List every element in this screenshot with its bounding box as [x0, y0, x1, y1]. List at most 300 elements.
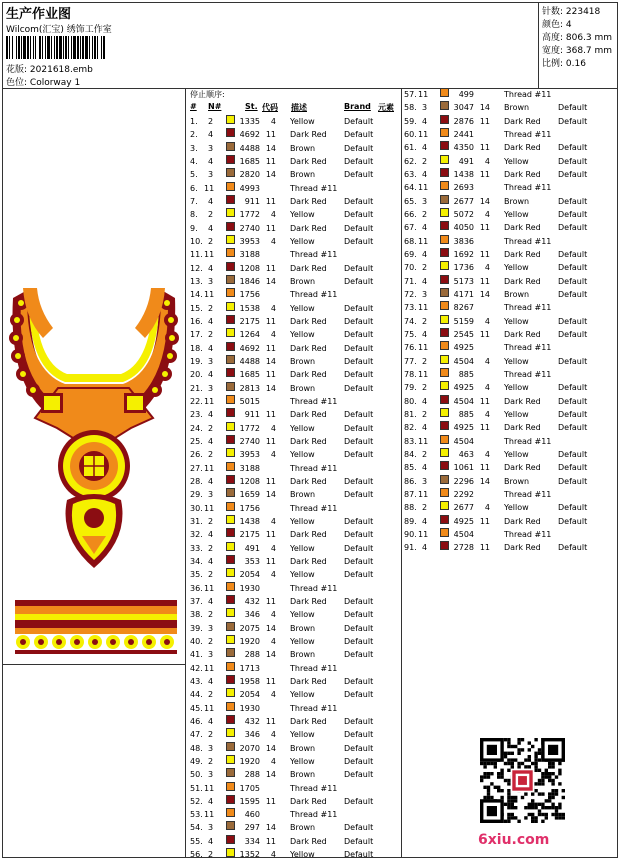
- color-swatch: [440, 541, 449, 550]
- stitch-count: 4925: [453, 516, 474, 526]
- thread-description: Yellow: [290, 850, 315, 860]
- stop-row: [190, 782, 400, 795]
- color-swatch: [440, 155, 449, 164]
- stop-row: [190, 755, 400, 768]
- needle-number: 2: [422, 209, 428, 219]
- stitch-count: 4993: [239, 183, 260, 193]
- stitch-count: 1335: [239, 117, 260, 126]
- thread-code: 4: [484, 209, 490, 219]
- color-swatch: [226, 208, 235, 217]
- stop-number: 8.: [190, 210, 198, 220]
- thread-description: Brown: [290, 490, 316, 500]
- stop-row: [190, 195, 400, 208]
- stop-row: [190, 702, 400, 715]
- color-swatch: [440, 88, 449, 97]
- stitch-count: 4504: [453, 436, 474, 446]
- column-divider: [401, 88, 402, 858]
- thread-brand: Default: [344, 370, 374, 380]
- thread-code: 11: [265, 223, 276, 233]
- stop-row: [190, 315, 400, 328]
- design-scale: 比例: 0.16: [542, 59, 586, 69]
- needle-number: 2: [422, 503, 428, 513]
- col-header-brand: Brand: [344, 102, 371, 111]
- stitch-count: 2728: [453, 543, 474, 553]
- stitch-count: 5015: [239, 396, 260, 406]
- stitch-count: 1685: [239, 370, 260, 380]
- thread-code: 4: [484, 156, 490, 166]
- colorway: [6, 75, 80, 88]
- thread-code: 14: [479, 289, 490, 299]
- needle-number: 4: [422, 329, 428, 339]
- thread-brand: Default: [558, 156, 588, 166]
- stop-number: 81.: [404, 409, 417, 419]
- stop-number: 66.: [404, 209, 417, 219]
- thread-code: 11: [265, 676, 276, 686]
- stop-number: 65.: [404, 196, 417, 206]
- stop-row: [190, 448, 400, 461]
- stop-row: [190, 342, 400, 355]
- thread-brand: Default: [558, 249, 588, 259]
- color-swatch: [440, 501, 449, 510]
- stop-number: 20.: [190, 370, 203, 380]
- thread-brand: Default: [558, 289, 588, 299]
- stop-number: 37.: [190, 596, 203, 606]
- stitch-count: 1846: [239, 276, 260, 286]
- thread-description: Thread #11: [504, 90, 552, 99]
- thread-code: 11: [479, 143, 490, 153]
- thread-description: Thread #11: [290, 810, 338, 820]
- thread-code: 11: [479, 463, 490, 473]
- stitch-count: 5173: [453, 276, 474, 286]
- stitch-count: 2175: [239, 530, 260, 540]
- stitch-count: 1736: [453, 263, 474, 273]
- thread-description: Brown: [290, 383, 316, 393]
- thread-code: 11: [265, 596, 276, 606]
- needle-number: 11: [204, 183, 215, 193]
- needle-number: 11: [418, 236, 429, 246]
- stop-row: [190, 728, 400, 741]
- stitch-count: 1438: [239, 516, 260, 526]
- thread-code: 4: [484, 263, 490, 273]
- stop-row: [404, 448, 614, 461]
- stop-number: 44.: [190, 690, 203, 700]
- stop-number: 34.: [190, 556, 203, 566]
- needle-number: 11: [204, 663, 215, 673]
- thread-description: Dark Red: [290, 223, 327, 233]
- thread-brand: Default: [344, 530, 374, 540]
- stop-number: 72.: [404, 289, 417, 299]
- needle-number: 4: [422, 396, 428, 406]
- stop-number: 9.: [190, 223, 198, 233]
- color-swatch: [226, 782, 235, 791]
- thread-brand: Default: [344, 556, 374, 566]
- color-swatch: [226, 515, 235, 524]
- color-swatch: [226, 342, 235, 351]
- stop-number: 14.: [190, 290, 203, 300]
- stop-row: [404, 195, 614, 208]
- thread-description: Brown: [504, 289, 530, 299]
- thread-code: 14: [479, 103, 490, 113]
- thread-description: Brown: [290, 743, 316, 753]
- stop-number: 70.: [404, 263, 417, 273]
- thread-code: 14: [265, 650, 276, 660]
- needle-number: 11: [204, 703, 215, 713]
- color-swatch: [440, 461, 449, 470]
- needle-number: 2: [208, 423, 214, 433]
- thread-description: Dark Red: [504, 223, 541, 233]
- thread-code: 11: [479, 396, 490, 406]
- needle-number: 11: [418, 436, 429, 446]
- thread-description: Yellow: [290, 117, 315, 126]
- thread-code: 4: [484, 503, 490, 513]
- stop-number: 1.: [190, 117, 198, 126]
- stop-row: [190, 422, 400, 435]
- stitch-count: 1756: [239, 290, 260, 300]
- stitch-count: 4050: [453, 223, 474, 233]
- color-swatch: [440, 221, 449, 230]
- thread-code: 14: [265, 623, 276, 633]
- color-swatch: [226, 648, 235, 657]
- stop-row: [190, 248, 400, 261]
- stitch-count: 885: [458, 409, 474, 419]
- stop-number: 3.: [190, 143, 198, 153]
- needle-number: 3: [422, 196, 428, 206]
- thread-brand: Default: [344, 196, 374, 206]
- needle-number: 3: [208, 356, 214, 366]
- stop-row: [190, 795, 400, 808]
- thread-description: Yellow: [504, 449, 529, 459]
- stop-number: 19.: [190, 356, 203, 366]
- color-swatch: [226, 395, 235, 404]
- stitch-count: 432: [244, 596, 260, 606]
- stitch-count: 1061: [453, 463, 474, 473]
- stop-number: 57.: [404, 90, 417, 99]
- thread-description: Dark Red: [290, 410, 327, 420]
- stitch-count: 2441: [453, 129, 474, 139]
- needle-number: 3: [208, 383, 214, 393]
- thread-brand: Default: [344, 410, 374, 420]
- thread-brand: Default: [344, 276, 374, 286]
- thread-description: Yellow: [290, 210, 315, 220]
- thread-description: Dark Red: [504, 169, 541, 179]
- stop-number: 80.: [404, 396, 417, 406]
- stop-row: [190, 115, 400, 128]
- stop-number: 33.: [190, 543, 203, 553]
- stop-number: 38.: [190, 610, 203, 620]
- thread-description: Dark Red: [290, 263, 327, 273]
- needle-number: 4: [422, 463, 428, 473]
- thread-code: 4: [270, 117, 276, 126]
- color-swatch: [226, 115, 235, 124]
- thread-description: Brown: [504, 196, 530, 206]
- thread-description: Thread #11: [290, 250, 338, 260]
- needle-number: 4: [422, 249, 428, 259]
- stop-number: 24.: [190, 423, 203, 433]
- thread-brand: Default: [344, 636, 374, 646]
- thread-description: Thread #11: [504, 529, 552, 539]
- thread-brand: Default: [344, 117, 374, 126]
- thread-description: Thread #11: [290, 290, 338, 300]
- thread-brand: Default: [558, 383, 588, 393]
- thread-description: Yellow: [290, 730, 315, 740]
- stop-number: 23.: [190, 410, 203, 420]
- thread-description: Yellow: [504, 356, 529, 366]
- stop-number: 53.: [190, 810, 203, 820]
- color-swatch: [440, 368, 449, 377]
- thread-description: Yellow: [290, 570, 315, 580]
- thread-description: Dark Red: [290, 596, 327, 606]
- stop-row: [404, 355, 614, 368]
- stitch-count: 5072: [453, 209, 474, 219]
- needle-number: 3: [422, 476, 428, 486]
- color-swatch: [226, 368, 235, 377]
- color-swatch: [226, 408, 235, 417]
- stitch-count: 2054: [239, 690, 260, 700]
- thread-brand: Default: [558, 196, 588, 206]
- color-swatch: [226, 302, 235, 311]
- stop-row: [190, 515, 400, 528]
- needle-number: 2: [422, 383, 428, 393]
- stitch-count: 297: [244, 823, 260, 833]
- stop-row: [404, 168, 614, 181]
- needle-number: 2: [422, 316, 428, 326]
- thread-brand: Default: [344, 770, 374, 780]
- stop-number: 52.: [190, 796, 203, 806]
- stitch-count: 4692: [239, 343, 260, 353]
- stop-row: [190, 168, 400, 181]
- needle-number: 2: [208, 570, 214, 580]
- thread-description: Thread #11: [504, 236, 552, 246]
- stitch-count: 353: [244, 556, 260, 566]
- thread-code: 4: [484, 316, 490, 326]
- stop-number: 79.: [404, 383, 417, 393]
- stop-row: [190, 288, 400, 301]
- thread-description: Dark Red: [290, 436, 327, 446]
- stop-row: [190, 408, 400, 421]
- color-swatch: [226, 235, 235, 244]
- thread-description: Yellow: [504, 383, 529, 393]
- color-swatch: [440, 261, 449, 270]
- stop-number: 40.: [190, 636, 203, 646]
- stitch-count: 4504: [453, 529, 474, 539]
- thread-brand: Default: [344, 383, 374, 393]
- col-header-st: St.: [245, 102, 258, 111]
- stitch-count: 2070: [239, 743, 260, 753]
- thread-brand: Default: [344, 143, 374, 153]
- needle-number: 2: [208, 117, 214, 126]
- stitch-count: 4488: [239, 356, 260, 366]
- stop-row: [190, 568, 400, 581]
- stop-row: [404, 101, 614, 114]
- thread-code: 4: [270, 543, 276, 553]
- stitch-count: 1264: [239, 330, 260, 340]
- thread-code: 14: [265, 143, 276, 153]
- stitch-count: 1438: [453, 169, 474, 179]
- stop-number: 76.: [404, 343, 417, 353]
- stop-row: [404, 488, 614, 501]
- thread-code: 11: [479, 423, 490, 433]
- stop-row: [190, 555, 400, 568]
- stitch-count: 2740: [239, 436, 260, 446]
- needle-number: 4: [422, 543, 428, 553]
- stop-row: [190, 662, 400, 675]
- thread-brand: Default: [344, 156, 374, 166]
- stop-row: [404, 421, 614, 434]
- thread-brand: Default: [344, 130, 374, 140]
- thread-brand: Default: [344, 476, 374, 486]
- color-swatch: [440, 328, 449, 337]
- stop-number: 71.: [404, 276, 417, 286]
- stop-number: 87.: [404, 489, 417, 499]
- thread-code: 4: [270, 236, 276, 246]
- stop-row: [190, 182, 400, 195]
- stitch-count: 346: [244, 610, 260, 620]
- stop-number: 10.: [190, 236, 203, 246]
- stop-number: 29.: [190, 490, 203, 500]
- stitch-count: 2813: [239, 383, 260, 393]
- site-watermark: 6xiu.com: [478, 832, 550, 848]
- thread-brand: Default: [558, 209, 588, 219]
- stop-number: 42.: [190, 663, 203, 673]
- thread-code: 14: [265, 356, 276, 366]
- thread-description: Yellow: [290, 236, 315, 246]
- thread-description: Thread #11: [504, 436, 552, 446]
- stitch-count: 2054: [239, 570, 260, 580]
- needle-number: 11: [418, 529, 429, 539]
- stop-number: 2.: [190, 130, 198, 140]
- stop-number: 25.: [190, 436, 203, 446]
- needle-number: 4: [208, 343, 214, 353]
- color-swatch: [226, 275, 235, 284]
- thread-code: 11: [265, 343, 276, 353]
- thread-description: Yellow: [290, 516, 315, 526]
- col-header-element: 元素: [378, 103, 394, 112]
- needle-number: 3: [208, 650, 214, 660]
- thread-code: 11: [265, 316, 276, 326]
- color-swatch: [440, 115, 449, 124]
- stop-row: [190, 302, 400, 315]
- color-swatch: [440, 515, 449, 524]
- thread-brand: Default: [558, 476, 588, 486]
- thread-description: Yellow: [504, 209, 529, 219]
- thread-brand: Default: [558, 356, 588, 366]
- stop-row: [190, 502, 400, 515]
- needle-number: 4: [422, 116, 428, 126]
- qr-code: [480, 738, 565, 823]
- thread-code: 11: [265, 156, 276, 166]
- color-swatch: [226, 715, 235, 724]
- color-swatch: [440, 248, 449, 257]
- stitch-count: 2677: [453, 196, 474, 206]
- stop-number: 55.: [190, 836, 203, 846]
- thread-code: 14: [265, 383, 276, 393]
- thread-description: Yellow: [290, 450, 315, 460]
- thread-description: Thread #11: [290, 703, 338, 713]
- thread-description: Thread #11: [290, 183, 338, 193]
- stitch-count: 2820: [239, 170, 260, 180]
- stop-row: [190, 368, 400, 381]
- thread-description: Thread #11: [504, 489, 552, 499]
- stitch-count: 2876: [453, 116, 474, 126]
- thread-code: 4: [484, 449, 490, 459]
- stop-row: [404, 141, 614, 154]
- needle-number: 3: [208, 770, 214, 780]
- thread-brand: Default: [558, 409, 588, 419]
- stitch-count: 1772: [239, 210, 260, 220]
- stitch-count: 5159: [453, 316, 474, 326]
- thread-brand: Default: [344, 623, 374, 633]
- needle-number: 11: [204, 783, 215, 793]
- stop-row: [190, 435, 400, 448]
- stitch-count: 1659: [239, 490, 260, 500]
- thread-description: Brown: [290, 770, 316, 780]
- needle-number: 2: [422, 263, 428, 273]
- thread-description: Dark Red: [504, 463, 541, 473]
- thread-brand: Default: [344, 490, 374, 500]
- thread-brand: Default: [558, 169, 588, 179]
- stitch-count: 4925: [453, 383, 474, 393]
- thread-brand: Default: [344, 423, 374, 433]
- thread-description: Dark Red: [290, 836, 327, 846]
- thread-brand: Default: [344, 316, 374, 326]
- color-swatch: [440, 141, 449, 150]
- needle-number: 2: [422, 156, 428, 166]
- stitch-count: 1705: [239, 783, 260, 793]
- thread-description: Thread #11: [504, 129, 552, 139]
- stop-row: [190, 528, 400, 541]
- stitch-count: 4350: [453, 143, 474, 153]
- thread-brand: Default: [344, 743, 374, 753]
- needle-number: 4: [208, 530, 214, 540]
- stop-number: 43.: [190, 676, 203, 686]
- color-swatch: [440, 301, 449, 310]
- stop-row: [404, 301, 614, 314]
- thread-brand: Default: [344, 850, 374, 860]
- thread-brand: Default: [344, 756, 374, 766]
- color-swatch: [440, 288, 449, 297]
- stop-number: 83.: [404, 436, 417, 446]
- stop-number: 30.: [190, 503, 203, 513]
- needle-number: 2: [422, 409, 428, 419]
- col-header-n: N#: [208, 102, 222, 111]
- stop-number: 78.: [404, 369, 417, 379]
- stop-number: 77.: [404, 356, 417, 366]
- stitch-count: 491: [458, 156, 474, 166]
- stitch-count: 2693: [453, 183, 474, 193]
- needle-number: 3: [208, 743, 214, 753]
- thread-brand: Default: [344, 543, 374, 553]
- stop-row: [190, 382, 400, 395]
- stitch-count: 499: [458, 90, 474, 99]
- stop-row: [190, 275, 400, 288]
- color-swatch: [440, 421, 449, 430]
- color-swatch: [226, 662, 235, 671]
- stop-number: 61.: [404, 143, 417, 153]
- needle-number: 2: [208, 636, 214, 646]
- thread-description: Dark Red: [290, 556, 327, 566]
- thread-code: 11: [265, 716, 276, 726]
- thread-description: Brown: [290, 823, 316, 833]
- design-bottom-line: [2, 664, 186, 665]
- needle-number: 4: [422, 423, 428, 433]
- color-swatch: [226, 168, 235, 177]
- col-header-code: 代码: [262, 103, 278, 112]
- needle-number: 3: [422, 289, 428, 299]
- color-swatch: [440, 128, 449, 137]
- thread-description: Thread #11: [290, 663, 338, 673]
- thread-description: Brown: [504, 476, 530, 486]
- stop-number: 7.: [190, 196, 198, 206]
